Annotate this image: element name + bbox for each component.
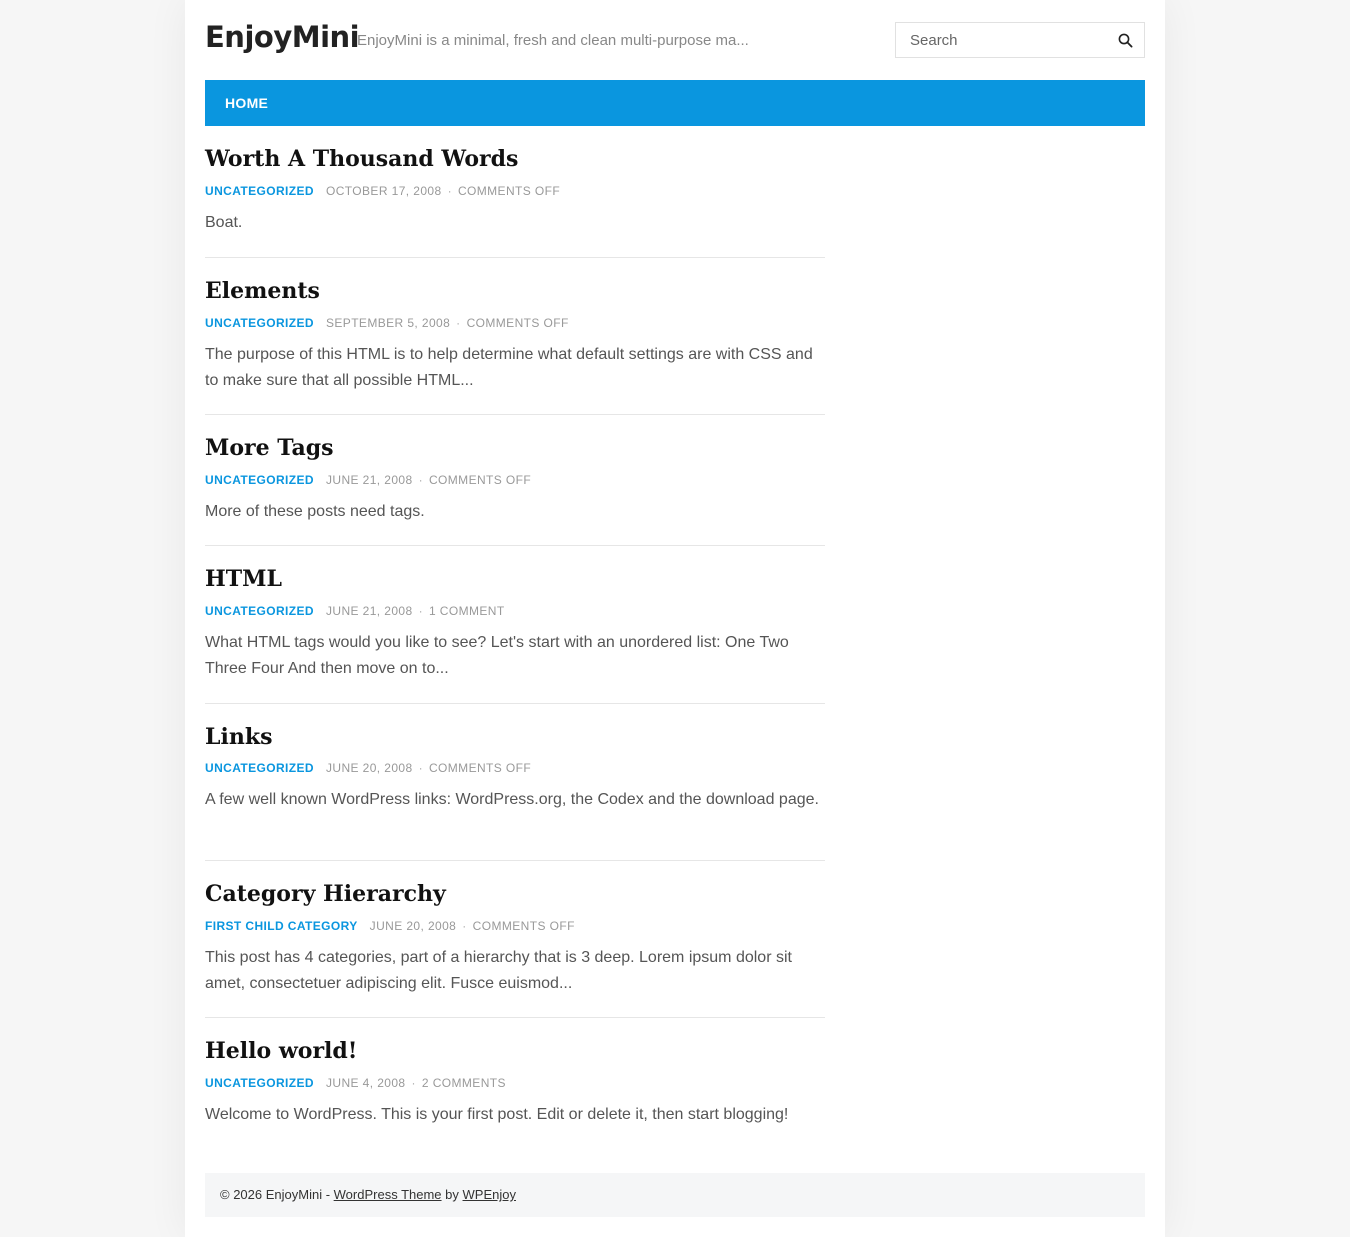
search-form [895, 22, 1145, 58]
main-navigation [205, 80, 1145, 126]
footer-by-text: by [441, 1187, 463, 1202]
post-title[interactable]: Category Hierarchy [205, 881, 446, 907]
post-category-link[interactable]: FIRST CHILD CATEGORY [205, 919, 358, 933]
post-meta [205, 761, 531, 775]
site-description: EnjoyMini is a minimal, fresh and clean multi-purpose ma... [357, 32, 749, 49]
meta-separator: · [456, 316, 461, 330]
footer-copyright: © 2026 EnjoyMini - [220, 1187, 334, 1202]
magnifier-icon [1118, 33, 1133, 48]
post-title[interactable]: Links [205, 724, 273, 750]
post-excerpt: This post has 4 categories, part of a hierarchy that is 3 deep. Lorem ipsum dolor sit amet, consectetuer adipiscing elit. Fusce euismod... [205, 949, 792, 992]
post-category-link[interactable]: UNCATEGORIZED [205, 604, 314, 618]
footer-author-link[interactable]: WPEnjoy [462, 1187, 516, 1202]
post-comments-link[interactable]: COMMENTS OFF [428, 761, 532, 775]
footer-theme-link[interactable]: WordPress Theme [333, 1187, 442, 1202]
meta-separator: · [462, 919, 467, 933]
post-meta [205, 1076, 506, 1090]
post-excerpt: The purpose of this HTML is to help determine what default settings are with CSS and to make sure that all possible HTML... [205, 346, 813, 389]
post-divider [205, 860, 825, 861]
post-excerpt: More of these posts need tags. [205, 503, 425, 520]
post-comments-link[interactable]: COMMENTS OFF [466, 316, 569, 330]
post-title[interactable]: HTML [205, 566, 282, 592]
post-title[interactable]: Hello world! [205, 1038, 358, 1064]
post-date[interactable]: JUNE 20, 2008 [369, 919, 457, 933]
post-excerpt: What HTML tags would you like to see? Let's start with an unordered list: One Two Three Four And then move on to... [205, 634, 789, 677]
post-excerpt: Boat. [205, 214, 243, 231]
post-date[interactable]: JUNE 21, 2008 [325, 473, 413, 487]
post-divider [205, 257, 825, 258]
post-excerpt: A few well known WordPress links: WordPress.org, the Codex and the download page. [205, 791, 819, 808]
post-meta [205, 919, 575, 933]
search-input[interactable] [896, 23, 1106, 57]
post-category-link[interactable]: UNCATEGORIZED [205, 473, 314, 487]
site-title[interactable]: EnjoyMini [205, 20, 360, 54]
post-comments-link[interactable]: COMMENTS OFF [472, 919, 575, 933]
meta-separator: · [418, 604, 423, 618]
post-excerpt: Welcome to WordPress. This is your first post. Edit or delete it, then start blogging! [205, 1106, 789, 1123]
post-date[interactable]: JUNE 21, 2008 [325, 604, 413, 618]
post-category-link[interactable]: UNCATEGORIZED [205, 761, 314, 775]
post-category-link[interactable]: UNCATEGORIZED [205, 316, 314, 330]
post-comments-link[interactable]: COMMENTS OFF [428, 473, 532, 487]
post-divider [205, 703, 825, 704]
post-comments-link[interactable]: COMMENTS OFF [457, 184, 561, 198]
post-meta [205, 184, 560, 198]
post-title[interactable]: More Tags [205, 435, 334, 461]
post-title[interactable]: Worth A Thousand Words [205, 146, 519, 172]
meta-separator: · [411, 1076, 416, 1090]
post-comments-link[interactable]: 2 COMMENTS [421, 1076, 506, 1090]
footer-credits [220, 1173, 516, 1217]
post-meta [205, 316, 569, 330]
page-container [185, 0, 1165, 1237]
post-comments-link[interactable]: 1 COMMENT [428, 604, 505, 618]
post-meta [205, 604, 505, 618]
post-date[interactable]: JUNE 4, 2008 [325, 1076, 406, 1090]
post-date[interactable]: OCTOBER 17, 2008 [325, 184, 442, 198]
nav-item-home[interactable]: HOME [225, 95, 269, 111]
post-divider [205, 1017, 825, 1018]
post-divider [205, 414, 825, 415]
meta-separator: · [418, 761, 423, 775]
meta-separator: · [447, 184, 452, 198]
post-date[interactable]: JUNE 20, 2008 [325, 761, 413, 775]
post-title[interactable]: Elements [205, 278, 320, 304]
post-date[interactable]: SEPTEMBER 5, 2008 [325, 316, 451, 330]
post-category-link[interactable]: UNCATEGORIZED [205, 184, 314, 198]
post-divider [205, 545, 825, 546]
site-header [205, 0, 1145, 80]
site-footer [205, 1173, 1145, 1217]
post-category-link[interactable]: UNCATEGORIZED [205, 1076, 314, 1090]
post-meta [205, 473, 531, 487]
meta-separator: · [418, 473, 423, 487]
search-button[interactable] [1106, 23, 1144, 57]
